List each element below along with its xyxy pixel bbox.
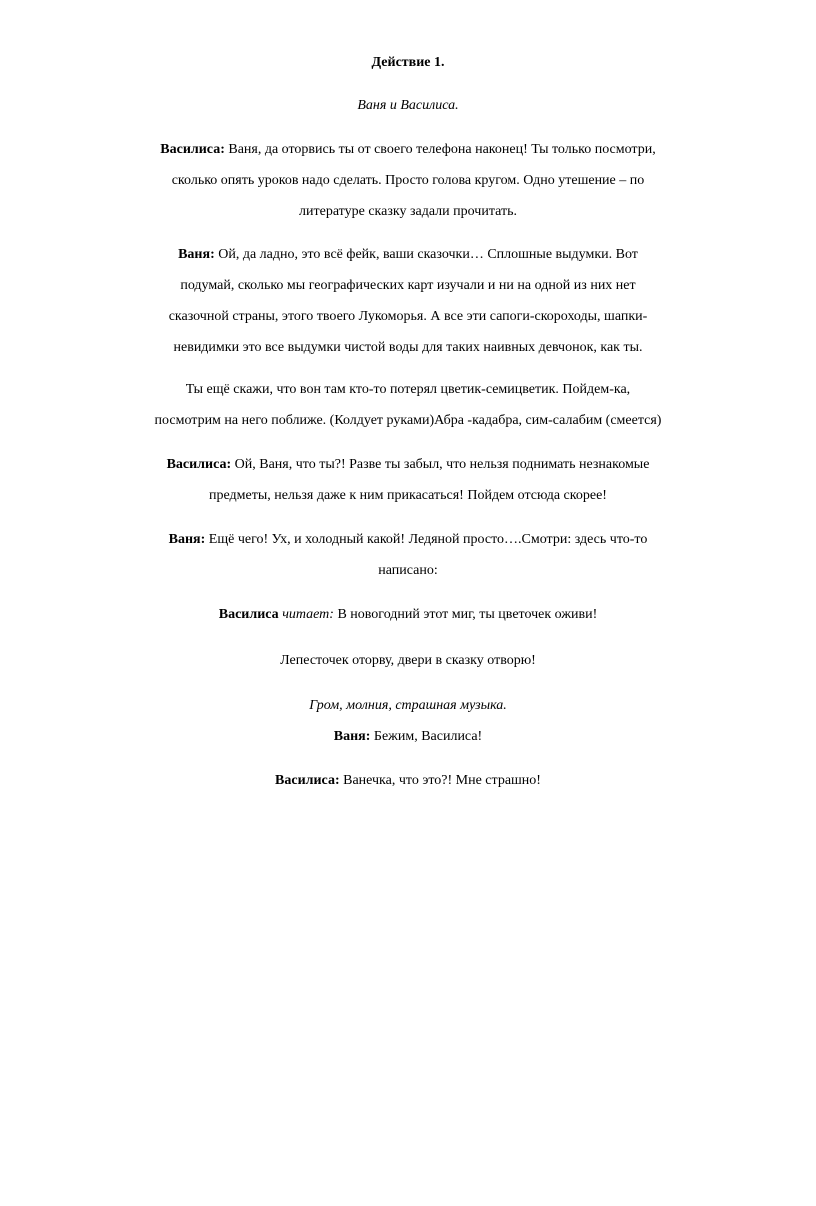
paragraph-vanya-continued [0,374,816,436]
dialogue-line: Ой, Ваня, что ты?! Разве ты забыл, что нельзя поднимать незнакомые [231,457,650,472]
dialogue-line: посмотрим на него поближе. (Колдует руками)Абра -кадабра, сим-салабим (смеется) [154,413,662,428]
dialogue-line: сколько опять уроков надо сделать. Просто голова кругом. Одно утешение – по [171,173,645,188]
dialogue-line: подумай, сколько мы географических карт изучали и ни на одной из них нет [180,278,636,293]
dialogue-line: невидимки это все выдумки чистой воды для таких наивных девчонок, как ты. [173,340,643,355]
dialogue-line: написано: [378,563,438,578]
speaker-name: Василиса: [275,773,340,788]
stage-action: читает: [278,607,334,622]
paragraph-vasilisa-reads [0,599,816,630]
paragraph-vasilisa-1 [0,134,816,227]
speaker-name: Василиса: [160,142,225,157]
dialogue-line: В новогодний этот миг, ты цветочек оживи! [333,607,598,622]
paragraph-vanya-1 [0,239,816,363]
dialogue-line: литературе сказку задали прочитать. [299,204,517,219]
dialogue-line: сказочной страны, этого твоего Лукоморья. А все эти сапоги-скороходы, шапки- [168,309,648,324]
dialogue-line: Бежим, Василиса! [370,729,483,744]
paragraph-spell-line [0,645,816,676]
speaker-name: Василиса: [166,457,232,472]
dialogue-line: предметы, нельзя даже к ним прикасаться! Пойдем отсюда скорее! [209,488,607,503]
paragraph-vasilisa-3 [0,765,816,796]
dialogue-line: Лепесточек оторву, двери в сказку отворю! [280,653,536,668]
dialogue-line: Ой, да ладно, это всё фейк, ваши сказочки… Сплошные выдумки. Вот [214,247,638,262]
speaker-name: Ваня: [333,729,371,744]
dialogue-line: Ванечка, что это?! Мне страшно! [339,773,541,788]
dialogue-line: Ещё чего! Ух, и холодный какой! Ледяной просто….Смотри: здесь что-то [205,532,648,547]
paragraph-vanya-2 [0,524,816,586]
characters-subtitle: Ваня и Василиса. [357,98,459,113]
speaker-name: Ваня: [168,532,206,547]
paragraph-vanya-3 [0,721,816,752]
stage-direction: Гром, молния, страшная музыка. [309,698,507,713]
speaker-name: Ваня: [178,247,215,262]
speaker-name: Василиса [218,607,279,622]
dialogue-line: Ваня, да оторвись ты от своего телефона наконец! Ты только посмотри, [224,142,656,157]
paragraph-vasilisa-2 [0,449,816,511]
dialogue-line: Ты ещё скажи, что вон там кто-то потерял цветик-семицветик. Пойдем-ка, [185,382,631,397]
act-title: Действие 1. [371,55,445,70]
